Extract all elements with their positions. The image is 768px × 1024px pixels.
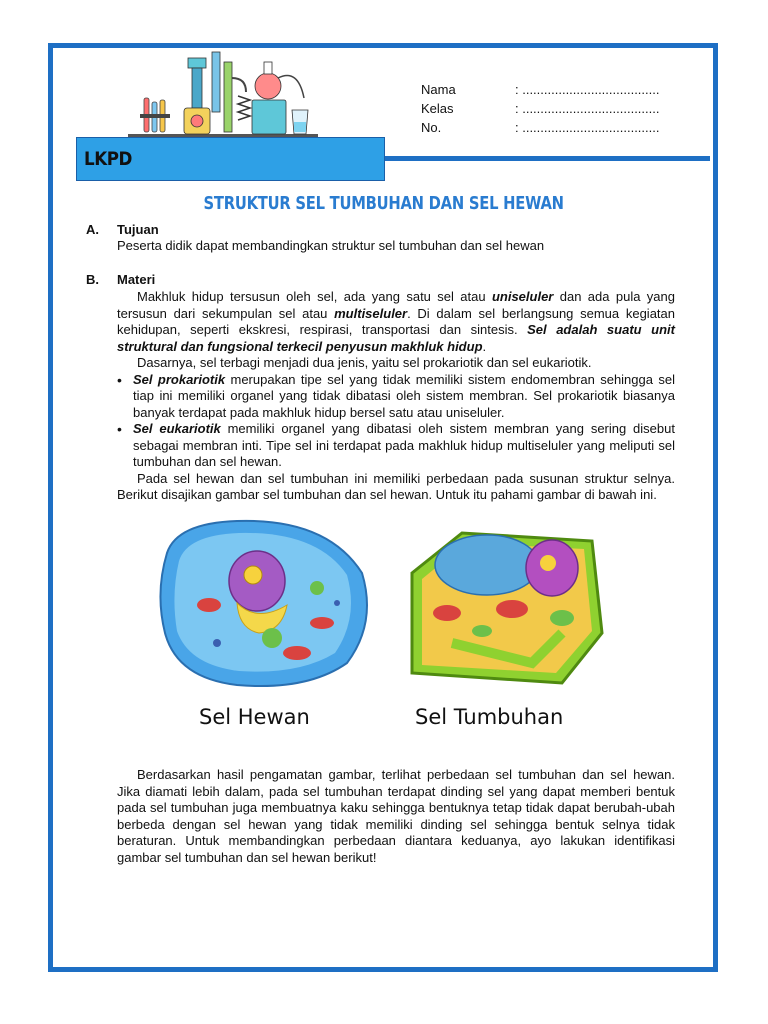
student-identity-block bbox=[421, 80, 659, 137]
animal-cell-caption: Sel Hewan bbox=[199, 705, 310, 729]
tujuan-text: Peserta didik dapat membandingkan struktur sel tumbuhan dan sel hewan bbox=[117, 238, 545, 253]
text-run: memiliki organel yang dibatasi oleh sistem membran yang sering disebut sebagai membran inti. Tipe sel ini terdapat pada makhluk hidup multiseluler yang meliputi sel tumbuhan dan sel hewan. bbox=[133, 421, 675, 469]
text-run: . Di dalam sel berlangsung semua kegiatan kehidupan, seperti ekskresi, respirasi, transportasi dan sintesis. bbox=[117, 305, 676, 337]
materi-paragraph-3: Pada sel hewan dan sel tumbuhan ini memiliki perbedaan pada susunan struktur selnya. Berikut disajikan gambar sel tumbuhan dan sel hewan. Untuk itu pahami gambar di bawah ini. bbox=[117, 470, 675, 502]
materi-paragraph-1 bbox=[117, 289, 675, 355]
materi-paragraph-4: Berdasarkan hasil pengamatan gambar, terlihat perbedaan sel tumbuhan dan sel hewan. Jika diamati lebih dalam, pada sel tumbuhan terdapat dinding sel yang dapat memberi bentuk pada sel tumbuhan juga membuatnya kaku sehingga bentuknya tetap tidak dapat berubah-ubah berbeda dengan sel hewan yang tidak memiliki dinding sel sehingga bentuk selnya tidak beraturan. Untuk membandingkan perbedaan diantara keduanya, ayo lakukan identifikasi gambar sel tumbuhan dan sel hewan berikut! bbox=[117, 767, 675, 865]
text-run: merupakan tipe sel yang tidak memiliki sistem endomembran sehingga sel tiap ini memiliki organel yang tidak dibatasi oleh sistem membran. Sel prokariotik biasanya banyak terdapat pada makhluk hidup bersel satu atau uniseluler. bbox=[133, 371, 675, 420]
identity-row-nama bbox=[421, 80, 659, 99]
section-b-body bbox=[117, 289, 675, 504]
text-run: . bbox=[482, 338, 487, 354]
identity-blank: : ...................................... bbox=[515, 120, 660, 135]
animal-cell-illustration bbox=[147, 513, 377, 693]
materi-paragraph-2: Dasarnya, sel terbagi menjadi dua jenis, yaitu sel prokariotik dan sel eukariotik. bbox=[137, 355, 592, 370]
identity-blank: : ...................................... bbox=[515, 82, 660, 97]
lkpd-badge-label: LKPD bbox=[84, 148, 132, 170]
text-run: dan ada pula yang tersusun dari sekumpulan sel atau bbox=[117, 289, 675, 321]
definition-emphasis: Sel adalah suatu unit struktural dan fungsional terkecil penyusun makhluk hidup bbox=[117, 322, 675, 354]
identity-label: Nama bbox=[421, 82, 456, 97]
identity-label: Kelas bbox=[421, 101, 454, 116]
identity-blank: : ...................................... bbox=[515, 101, 660, 116]
term-prokariotik: Sel prokariotik bbox=[133, 371, 226, 387]
section-a-text bbox=[117, 238, 675, 255]
list-item-prokariotik bbox=[117, 372, 675, 422]
text-run: Makhluk hidup tersusun oleh sel, ada yang satu sel atau bbox=[137, 289, 492, 304]
cell-comparison-figure bbox=[147, 513, 617, 738]
section-letter: A. bbox=[86, 222, 99, 237]
term-eukariotik: Sel eukariotik bbox=[133, 421, 221, 436]
section-letter: B. bbox=[86, 272, 99, 287]
term-multiseluler: multiseluler bbox=[334, 305, 408, 321]
section-title: Tujuan bbox=[117, 222, 159, 237]
page-title bbox=[0, 193, 768, 214]
header-divider bbox=[383, 156, 710, 161]
page-title-text: STRUKTUR SEL TUMBUHAN DAN SEL HEWAN bbox=[203, 193, 565, 214]
plant-cell-illustration bbox=[392, 513, 612, 693]
identity-label: No. bbox=[421, 120, 442, 135]
plant-cell-caption: Sel Tumbuhan bbox=[415, 705, 564, 729]
section-title: Materi bbox=[117, 272, 156, 287]
section-a-heading bbox=[86, 222, 159, 237]
lab-equipment-illustration bbox=[128, 48, 318, 138]
term-uniseluler: uniseluler bbox=[491, 289, 554, 304]
lkpd-badge bbox=[76, 137, 385, 181]
section-b-heading bbox=[86, 272, 155, 287]
cell-type-list bbox=[117, 372, 675, 471]
identity-row-kelas bbox=[421, 99, 659, 118]
conclusion-text bbox=[117, 767, 675, 866]
identity-row-no bbox=[421, 118, 659, 137]
list-item-eukariotik bbox=[117, 421, 675, 471]
